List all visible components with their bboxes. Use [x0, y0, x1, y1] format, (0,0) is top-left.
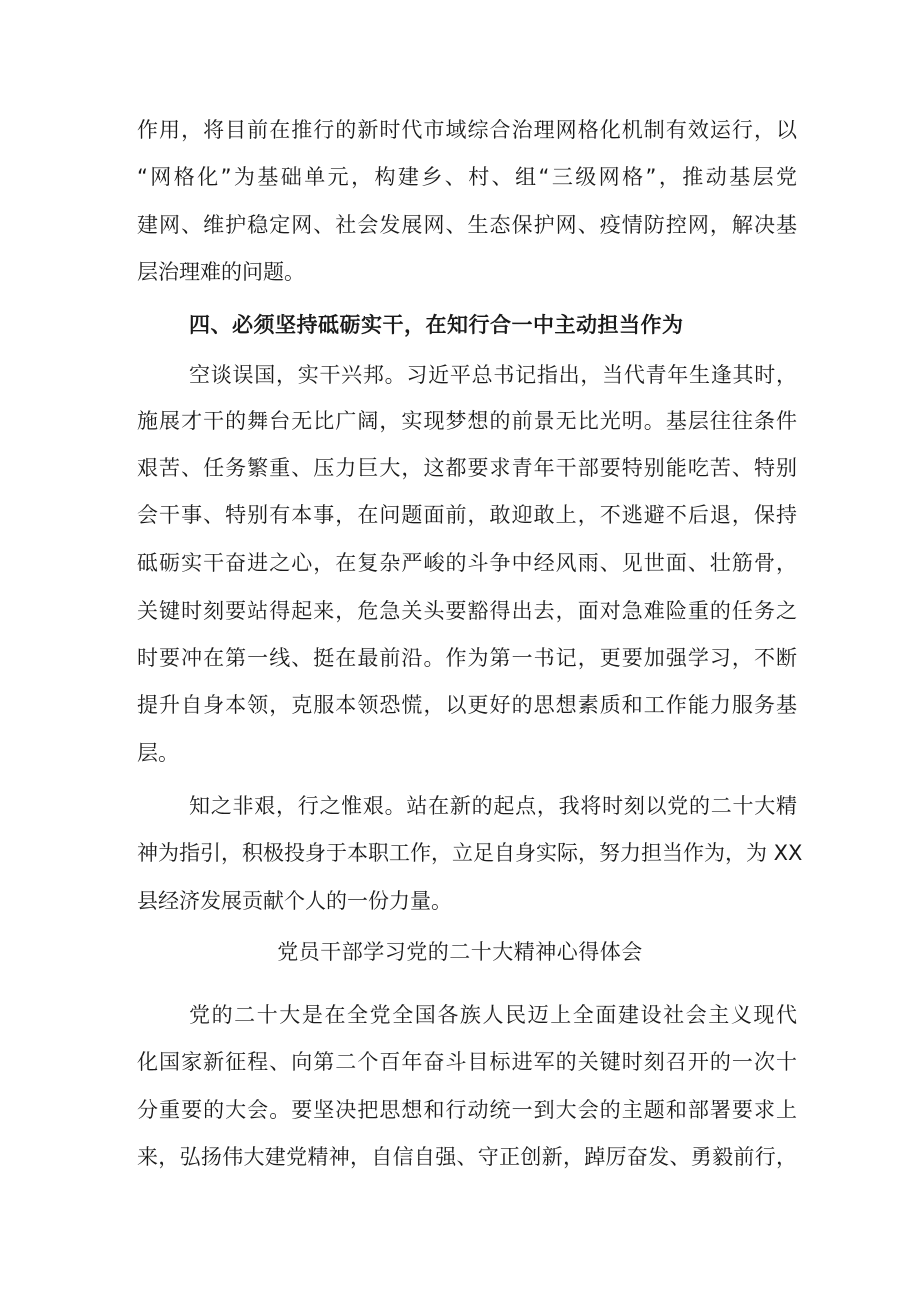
paragraph-line: 会干事、特别有本事，在问题面前，敢迎敢上，不逃避不后退，保持: [137, 503, 797, 527]
paragraph-line: 县经济发展贡献个人的一份力量。: [137, 889, 452, 913]
paragraph-line: 空谈误国，实干兴邦。习近平总书记指出，当代青年生逢其时，: [189, 363, 797, 387]
paragraph-line: 关键时刻要站得起来，危急关头要豁得出去，面对急难险重的任务之: [137, 599, 797, 623]
paragraph-line: 知之非艰，行之惟艰。站在新的起点，我将时刻以党的二十大精: [189, 794, 797, 818]
document-title: 党员干部学习党的二十大精神心得体会: [277, 940, 643, 964]
paragraph-line: 层治理难的问题。: [137, 260, 305, 284]
section-heading: 四、必须坚持砥砺实干，在知行合一中主动担当作为: [189, 313, 684, 337]
paragraph-line: 化国家新征程、向第二个百年奋斗目标进军的关键时刻召开的一次十: [137, 1050, 797, 1074]
paragraph-line: 层。: [137, 741, 179, 765]
paragraph-line: 来，弘扬伟大建党精神，自信自强、守正创新，踔厉奋发、勇毅前行，: [137, 1145, 797, 1169]
paragraph-line: 施展才干的舞台无比广阔，实现梦想的前景无比光明。基层往往条件: [137, 409, 797, 433]
paragraph-line: 时要冲在第一线、挺在最前沿。作为第一书记，更要加强学习，不断: [137, 646, 797, 670]
paragraph-line: 艰苦、任务繁重、压力巨大，这都要求青年干部要特别能吃苦、特别: [137, 456, 797, 480]
paragraph-line: “网格化”为基础单元，构建乡、村、组“三级网格”，推动基层党: [137, 165, 797, 189]
paragraph-line: 神为指引，积极投身于本职工作，立足自身实际，努力担当作为，为 XX: [137, 841, 803, 865]
paragraph-line: 作用，将目前在推行的新时代市域综合治理网格化机制有效运行，以: [137, 118, 797, 142]
paragraph-line: 砥砺实干奋进之心，在复杂严峻的斗争中经风雨、见世面、壮筋骨，: [137, 551, 797, 575]
paragraph-line: 建网、维护稳定网、社会发展网、生态保护网、疫情防控网，解决基: [137, 213, 797, 237]
paragraph-line: 党的二十大是在全党全国各族人民迈上全面建设社会主义现代: [189, 1003, 797, 1027]
paragraph-line: 提升自身本领，克服本领恐慌，以更好的思想素质和工作能力服务基: [137, 693, 797, 717]
paragraph-line: 分重要的大会。要坚决把思想和行动统一到大会的主题和部署要求上: [137, 1098, 797, 1122]
